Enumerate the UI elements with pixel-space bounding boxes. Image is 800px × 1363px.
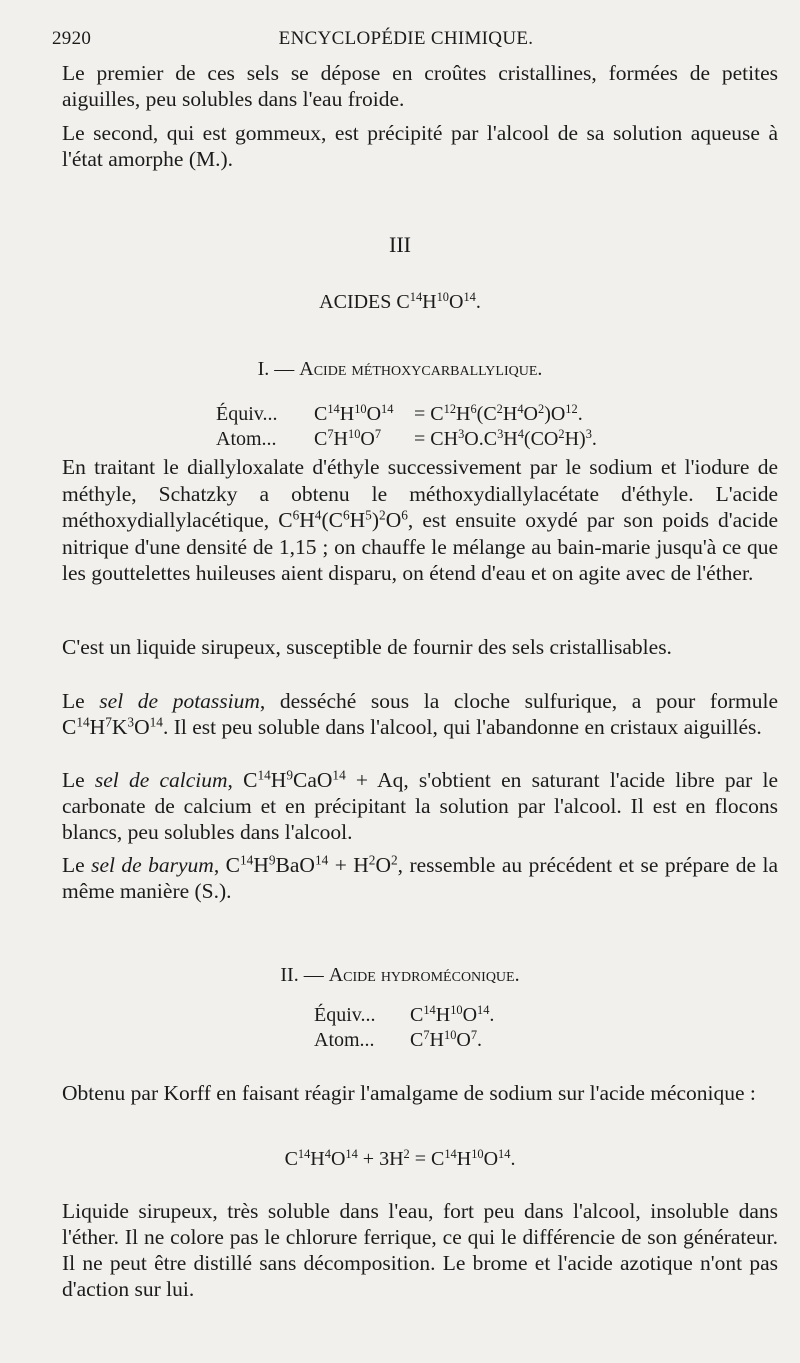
heading-acide-methoxycarballylique: I. — Acide méthoxycarballylique.	[257, 358, 543, 380]
heading-acide-hydromeconique: II. — Acide hydroméconique.	[280, 964, 520, 986]
paragraph-en-traitant: En traitant le diallyloxalate d'éthyle successivement par le sodium et l'iodure de méthyle, Schatzky a obtenu le méthoxydiallylacétate d'éthyle. L'acide méthoxydiallylacétique, $C^6H^4(C^6H^5)^2O^6$, est ensuite oxydé par son poids d'acide nitrique d'une densité de 1,15 ; on chauffe le mélange au bain-marie jusqu'à ce que les gouttelettes huileuses aient disparu, on étend d'eau et on agite avec de l'éther.	[62, 455, 778, 585]
formula-row-equiv: Équiv... $C^{14}H^{10}O^{14}$.	[314, 1003, 495, 1026]
paragraph-premier-sel: Le premier de ces sels se dépose en croûtes cristallines, formées de petites aiguilles, peu solubles dans l'eau froide.	[62, 61, 778, 111]
paragraph-liquide-final: Liquide sirupeux, très soluble dans l'eau, fort peu dans l'alcool, insoluble dans l'éther. Il ne colore pas le chlorure ferrique, ce qui le différencie de son générateur. Il ne peut être distillé sans décomposition. Le brome et l'acide azotique n'ont pas d'action sur lui.	[62, 1199, 778, 1301]
paragraph-liquide-sirupeux: C'est un liquide sirupeux, susceptible de fournir des sels cristallisables.	[62, 635, 672, 659]
formula-row-equiv: Équiv... $C^{14}H^{10}O^{14} = C^{12}H^6(C^2H^4O^2)O^{12}$.	[216, 402, 583, 425]
paragraph-sel-baryum: Le sel de baryum, $C^{14}H^9BaO^{14} + H^2O^2$, ressemble au précédent et se prépare de la même manière (S.).	[62, 852, 778, 903]
section-numeral: III	[389, 232, 411, 257]
formula-block-acid2	[314, 1003, 494, 1053]
running-title: ENCYCLOPÉDIE CHIMIQUE.	[278, 28, 534, 49]
formula-block-acid1	[216, 402, 597, 452]
paragraph-obtenu-korff: Obtenu par Korff en faisant réagir l'amalgame de sodium sur l'acide méconique :	[62, 1081, 756, 1105]
paragraph-sel-calcium: Le sel de calcium, $C^{14}H^9CaO^{14} + Aq$, s'obtient en saturant l'acide libre par le carbonate de calcium et en précipitant la solution par l'alcool. Il est en flocons blancs, peu solubles dans l'alcool.	[62, 767, 779, 844]
section-title: ACIDES $C^{14}H^{10}O^{14}$.	[319, 290, 481, 313]
paragraph-second-sel: Le second, qui est gommeux, est précipité par l'alcool de sa solution aqueuse à l'état amorphe (M.).	[62, 121, 778, 171]
running-header	[52, 26, 760, 52]
formula-row-atom: Atom... $C^7H^{10}O^7 = CH^3O.C^3H^4(CO^2H)^3$.	[216, 427, 597, 450]
formula-row-atom: Atom... $C^7H^{10}O^7$.	[314, 1028, 483, 1051]
page-number: 2920	[52, 28, 92, 49]
paragraph-sel-potassium: Le sel de potassium, desséché sous la cloche sulfurique, a pour formule $C^{14}H^7K^3O^{14}$. Il est peu soluble dans l'alcool, qui l'abandonne en cristaux aiguillés.	[62, 689, 778, 739]
reaction-equation: $C^{14}H^4O^{14} + 3H^2 = C^{14}H^{10}O^{14}$.	[284, 1147, 516, 1170]
